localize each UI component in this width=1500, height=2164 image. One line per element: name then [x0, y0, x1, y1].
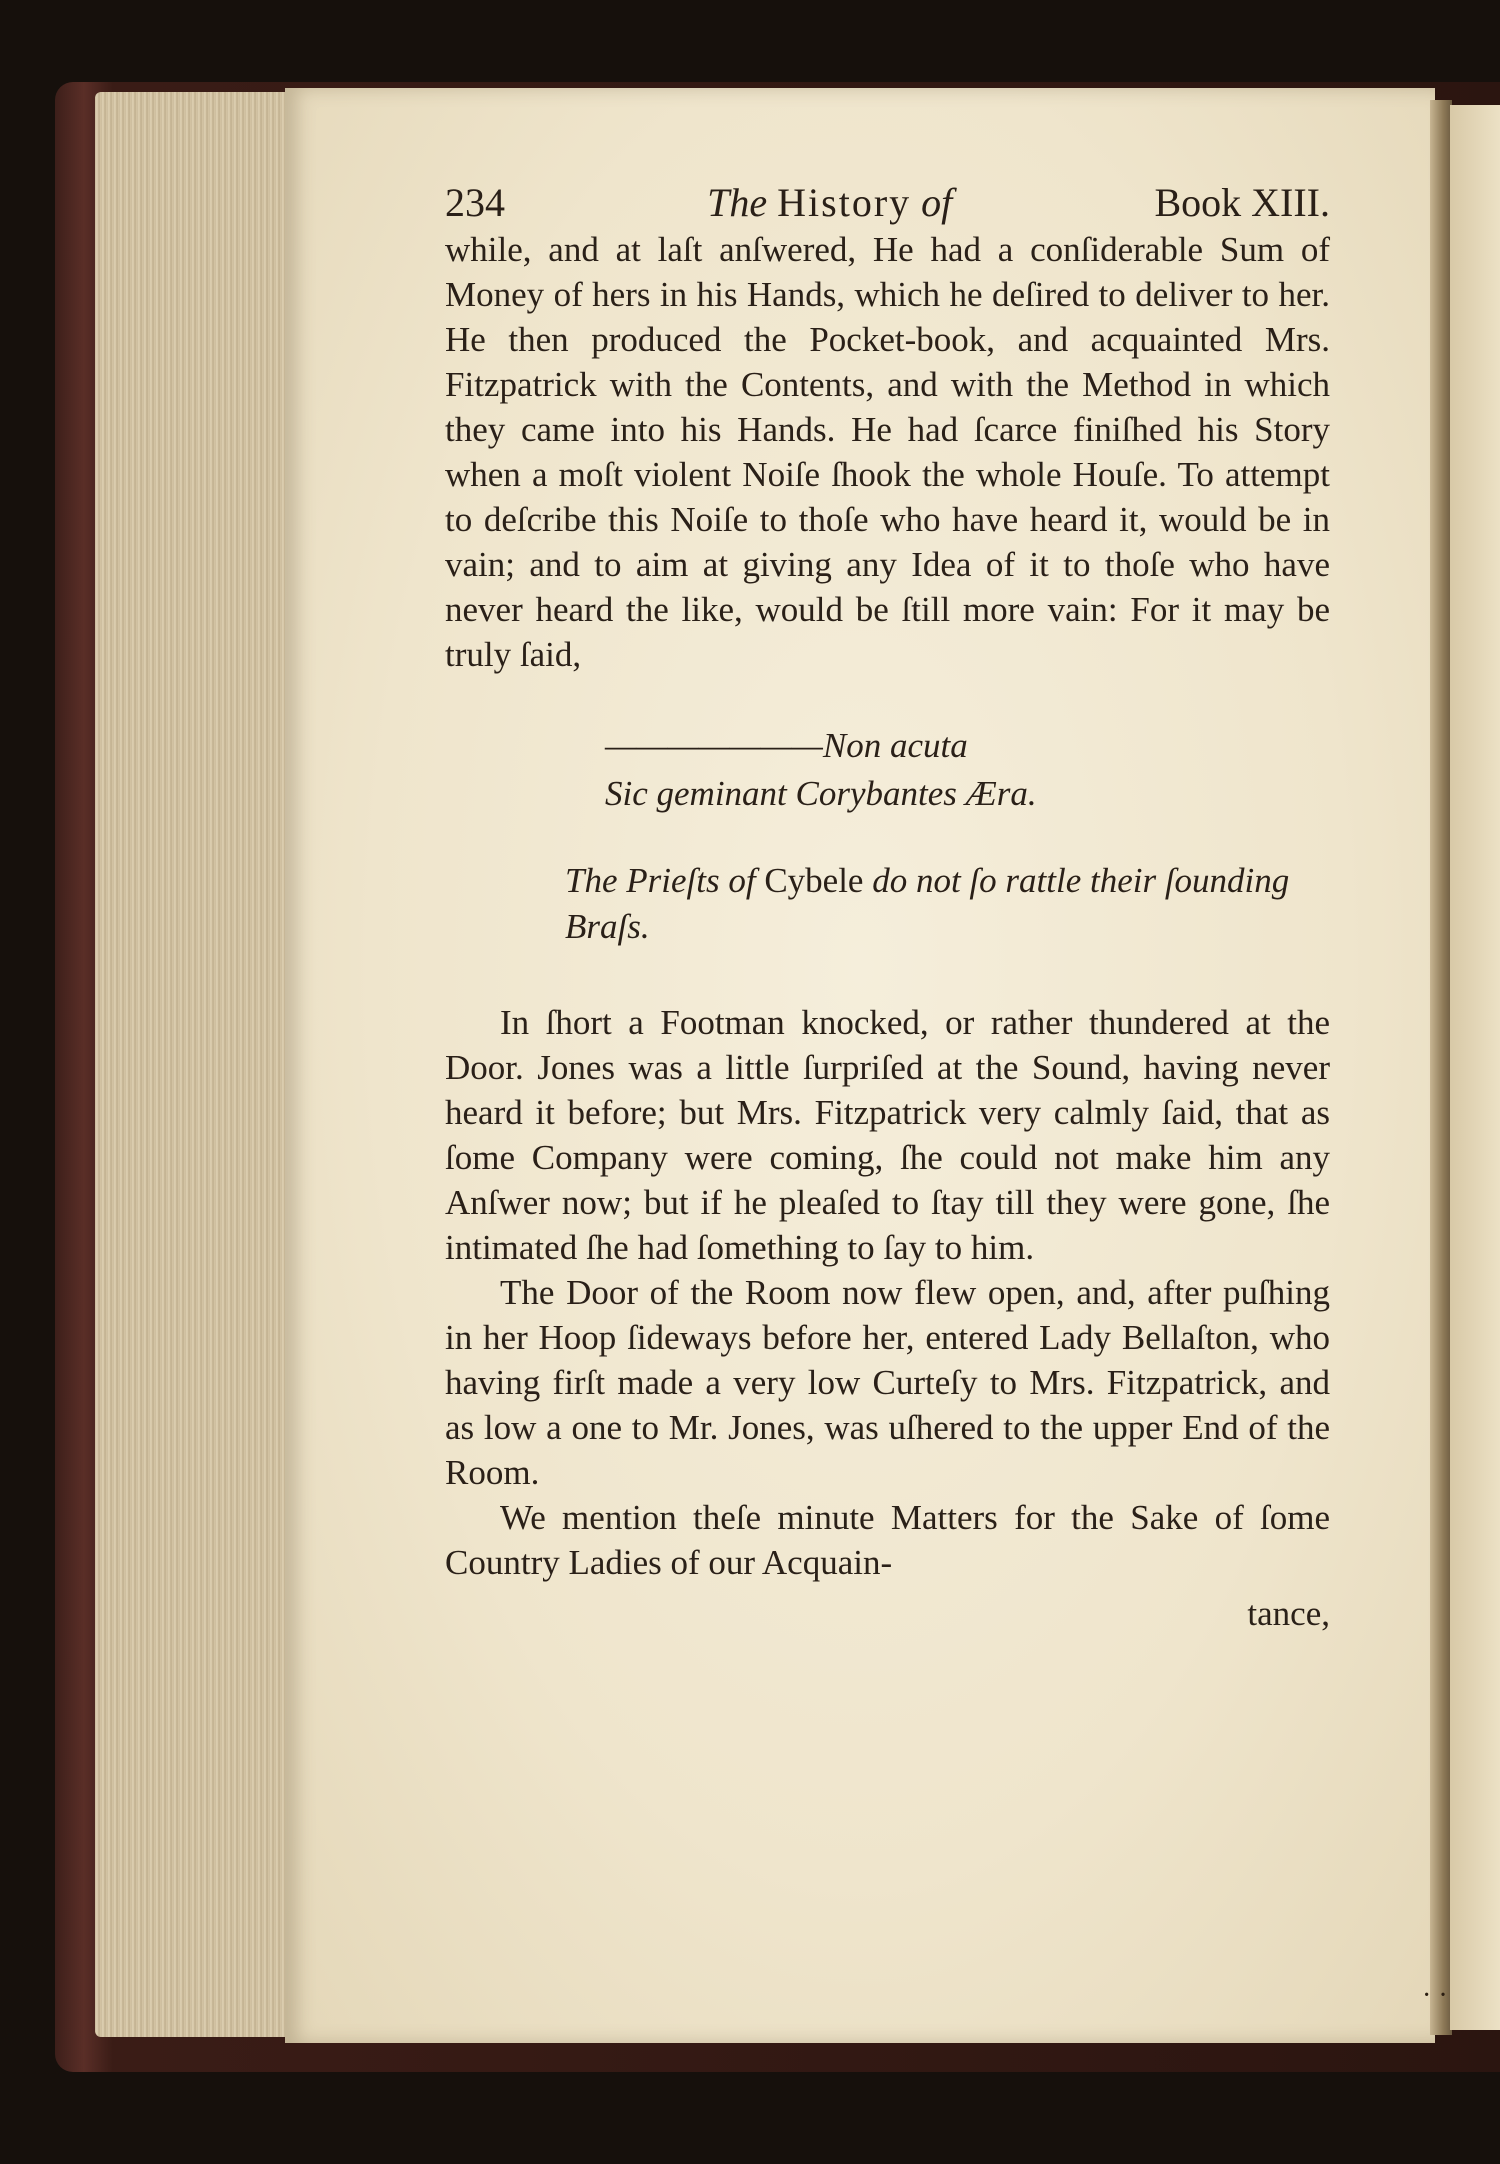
facing-page-edge [1450, 105, 1500, 2030]
translation-part-1: The Prieſts of [565, 861, 765, 900]
verse-translation [565, 858, 1330, 950]
running-title [707, 180, 952, 225]
paragraph-1: while, and at laſt anſwered, He had a conſiderable Sum of Money of hers in his Hands, which he deſired to deliver to her. He then produced the Pocket-book, and acquainted Mrs. Fitzpatrick with the Contents, and with the Method in which they came into his Hands. He had ſcarce finiſhed his Story when a moſt violent Noiſe ſhook the whole Houſe. To attempt to deſcribe this Noiſe to thoſe who have heard it, would be in vain; and to aim at giving any Idea of it to thoſe who have never heard the like, would be ſtill more vain: For it may be truly ſaid, [445, 230, 1330, 674]
page-number: 234 [445, 180, 505, 225]
page-edges [95, 92, 290, 2037]
paragraph-2: In ſhort a Footman knocked, or rather thundered at the Door. Jones was a little ſurpriſed at the Sound, having never heard it before; but Mrs. Fitzpatrick very calmly ſaid, that as ſome Company were coming, ſhe could not make him any Anſwer now; but if he pleaſed to ſtay till they were gone, ſhe intimated ſhe had ſomething to ſay to him. [445, 1003, 1330, 1267]
running-title-the: The [707, 180, 768, 225]
running-title-history: History [777, 180, 912, 225]
catchword: tance, [1247, 1594, 1330, 1633]
running-title-of: of [921, 180, 953, 225]
book-gutter [1430, 100, 1452, 2035]
page-text-block [445, 180, 1330, 1636]
paragraph-4: We mention theſe minute Matters for the Sake of ſome Country Ladies of our Acquain- [445, 1498, 1330, 1582]
book-label: Book XIII. [1154, 180, 1330, 225]
latin-verse [605, 722, 1330, 818]
facing-page-marks: · · [1422, 1980, 1448, 2011]
verse-line-2: Sic geminant Corybantes Æra. [605, 774, 1037, 813]
translation-part-2: do not ſo rattle their ſounding Braſs. [565, 861, 1290, 946]
verse-line-1: ———————Non acuta [605, 726, 968, 765]
paragraph-3: The Door of the Room now flew open, and, after puſhing in her Hoop ſideways before her, entered Lady Bellaſton, who having firſt made a very low Curteſy to Mrs. Fitzpatrick, and as low a one to Mr. Jones, was uſhered to the upper End of the Room. [445, 1273, 1330, 1492]
running-header [445, 180, 1330, 225]
translation-name: Cybele [764, 861, 864, 900]
